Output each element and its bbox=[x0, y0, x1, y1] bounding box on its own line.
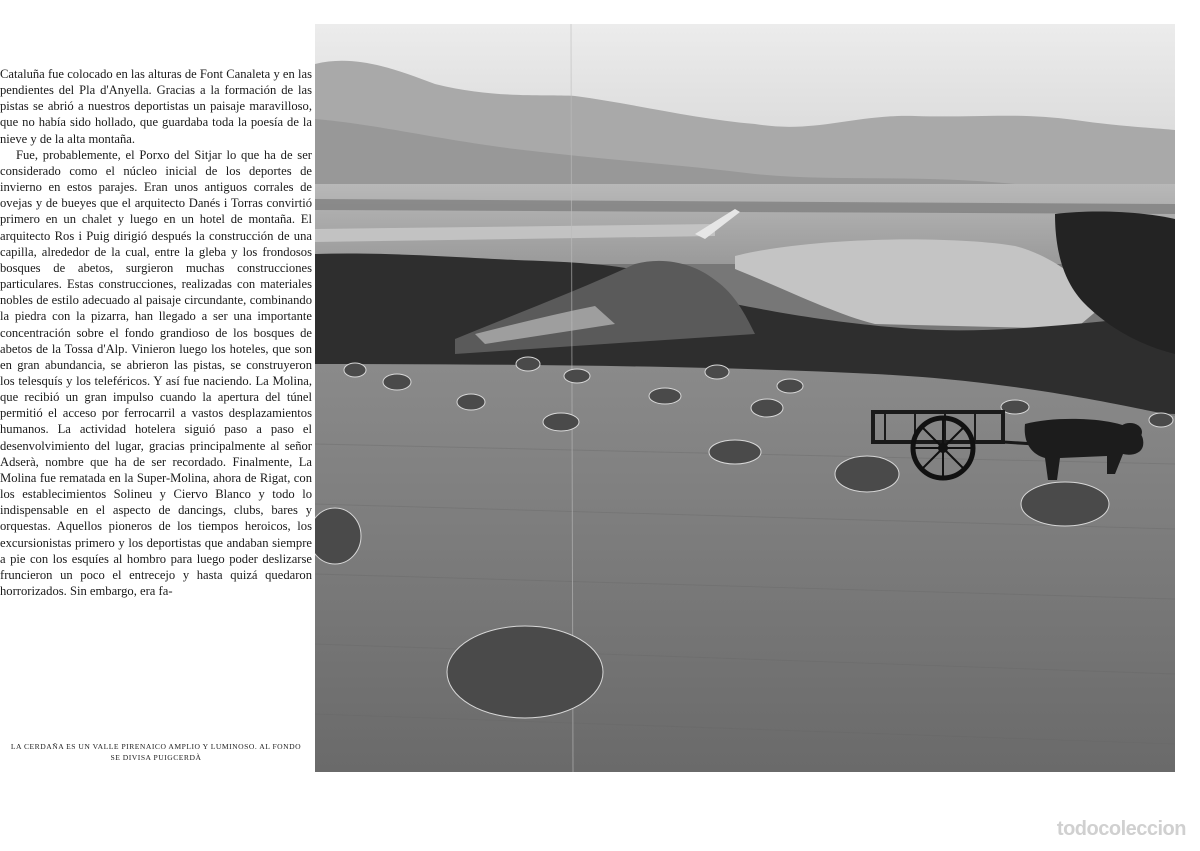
haystack bbox=[709, 440, 761, 464]
haystack bbox=[705, 365, 729, 379]
photo-caption bbox=[0, 741, 312, 763]
haystack bbox=[457, 394, 485, 410]
haystack bbox=[777, 379, 803, 393]
article-paragraph: Fue, probablemente, el Porxo del Sitjar lo que ha de ser considerado como el núcleo inicial de los deportes de invierno en estos parajes. Eran unos antiguos corrales de ovejas y de bueyes que el arquitecto Danés i Torras convirtió primero en un chalet y luego en un hotel de montaña. El arquitecto Ros i Puig dirigió después la construcción de una capilla, alrededor de la cual, entre la gleba y los frondosos bosques de abetos, surgieron muchas construcciones particulares. Estas construcciones, realizadas con materiales nobles de estilo adecuado al paisaje circundante, combinando la piedra con la pizarra, han llegado a ser una importante concentración sobre el fondo grandioso de los bosques de abetos de la Tossa d'Alp. Vinieron luego los hoteles, que son en gran abundancia, se abrieron las pistas, se construyeron los telesquís y los teleféricos. Y así fue naciendo. La Molina, que recibió un gran impulso cuando la apertura del túnel permitió el acceso por ferrocarril a vastos desplazamientos humanos. La actividad hotelera siguió paso a paso el desenvolvimiento del lugar, gracias principalmente al señor Adserà, nombre que ha de ser recordado. Finalmente, La Molina fue rematada en la Super-Molina, ahora de Rigat, con los establecimientos Solineu y Ciervo Blanco y todo lo indispensable en el aspecto de dancings, clubs, bares y orquestas. Aquellos pioneros de los tiempos heroicos, los excursionistas primero y los deportistas que andaban siempre a pie con los esquíes al hombro para luego poder deslizarse fruncieron un poco el entrecejo y hasta quizá quedaron horrorizados. Sin embargo, era fa- bbox=[0, 147, 312, 598]
haystack bbox=[344, 363, 366, 377]
haystack bbox=[1001, 400, 1029, 414]
haystack bbox=[1021, 482, 1109, 526]
haystack bbox=[543, 413, 579, 431]
haystack bbox=[649, 388, 681, 404]
haystack bbox=[516, 357, 540, 371]
article-paragraph: Cataluña fue colocado en las alturas de Font Canaleta y en las pendientes del Pla d'Anyella. Gracias a la formación de las pistas se abrió a nuestros deportistas un paisaje maravilloso, que no había sido hollado, que guardaba toda la poesía de la nieve y de la alta montaña. bbox=[0, 67, 312, 146]
landscape-photo bbox=[315, 24, 1175, 772]
photo-illustration bbox=[315, 24, 1175, 772]
haystack bbox=[383, 374, 411, 390]
haystack bbox=[1149, 413, 1173, 427]
valley-plain bbox=[315, 184, 1175, 264]
haystack-foreground bbox=[447, 626, 603, 718]
haystack bbox=[315, 508, 361, 564]
watermark-text: todocoleccion bbox=[1056, 818, 1186, 840]
haystack bbox=[751, 399, 783, 417]
caption-line-1: LA CERDAÑA ES UN VALLE PIRENAICO AMPLIO Y LUMINOSO. AL FONDO bbox=[10, 742, 302, 751]
haystack bbox=[835, 456, 899, 492]
haystack bbox=[564, 369, 590, 383]
article-text-column bbox=[0, 66, 312, 599]
caption-line-2: SE DIVISA PUIGCERDÀ bbox=[110, 753, 202, 762]
